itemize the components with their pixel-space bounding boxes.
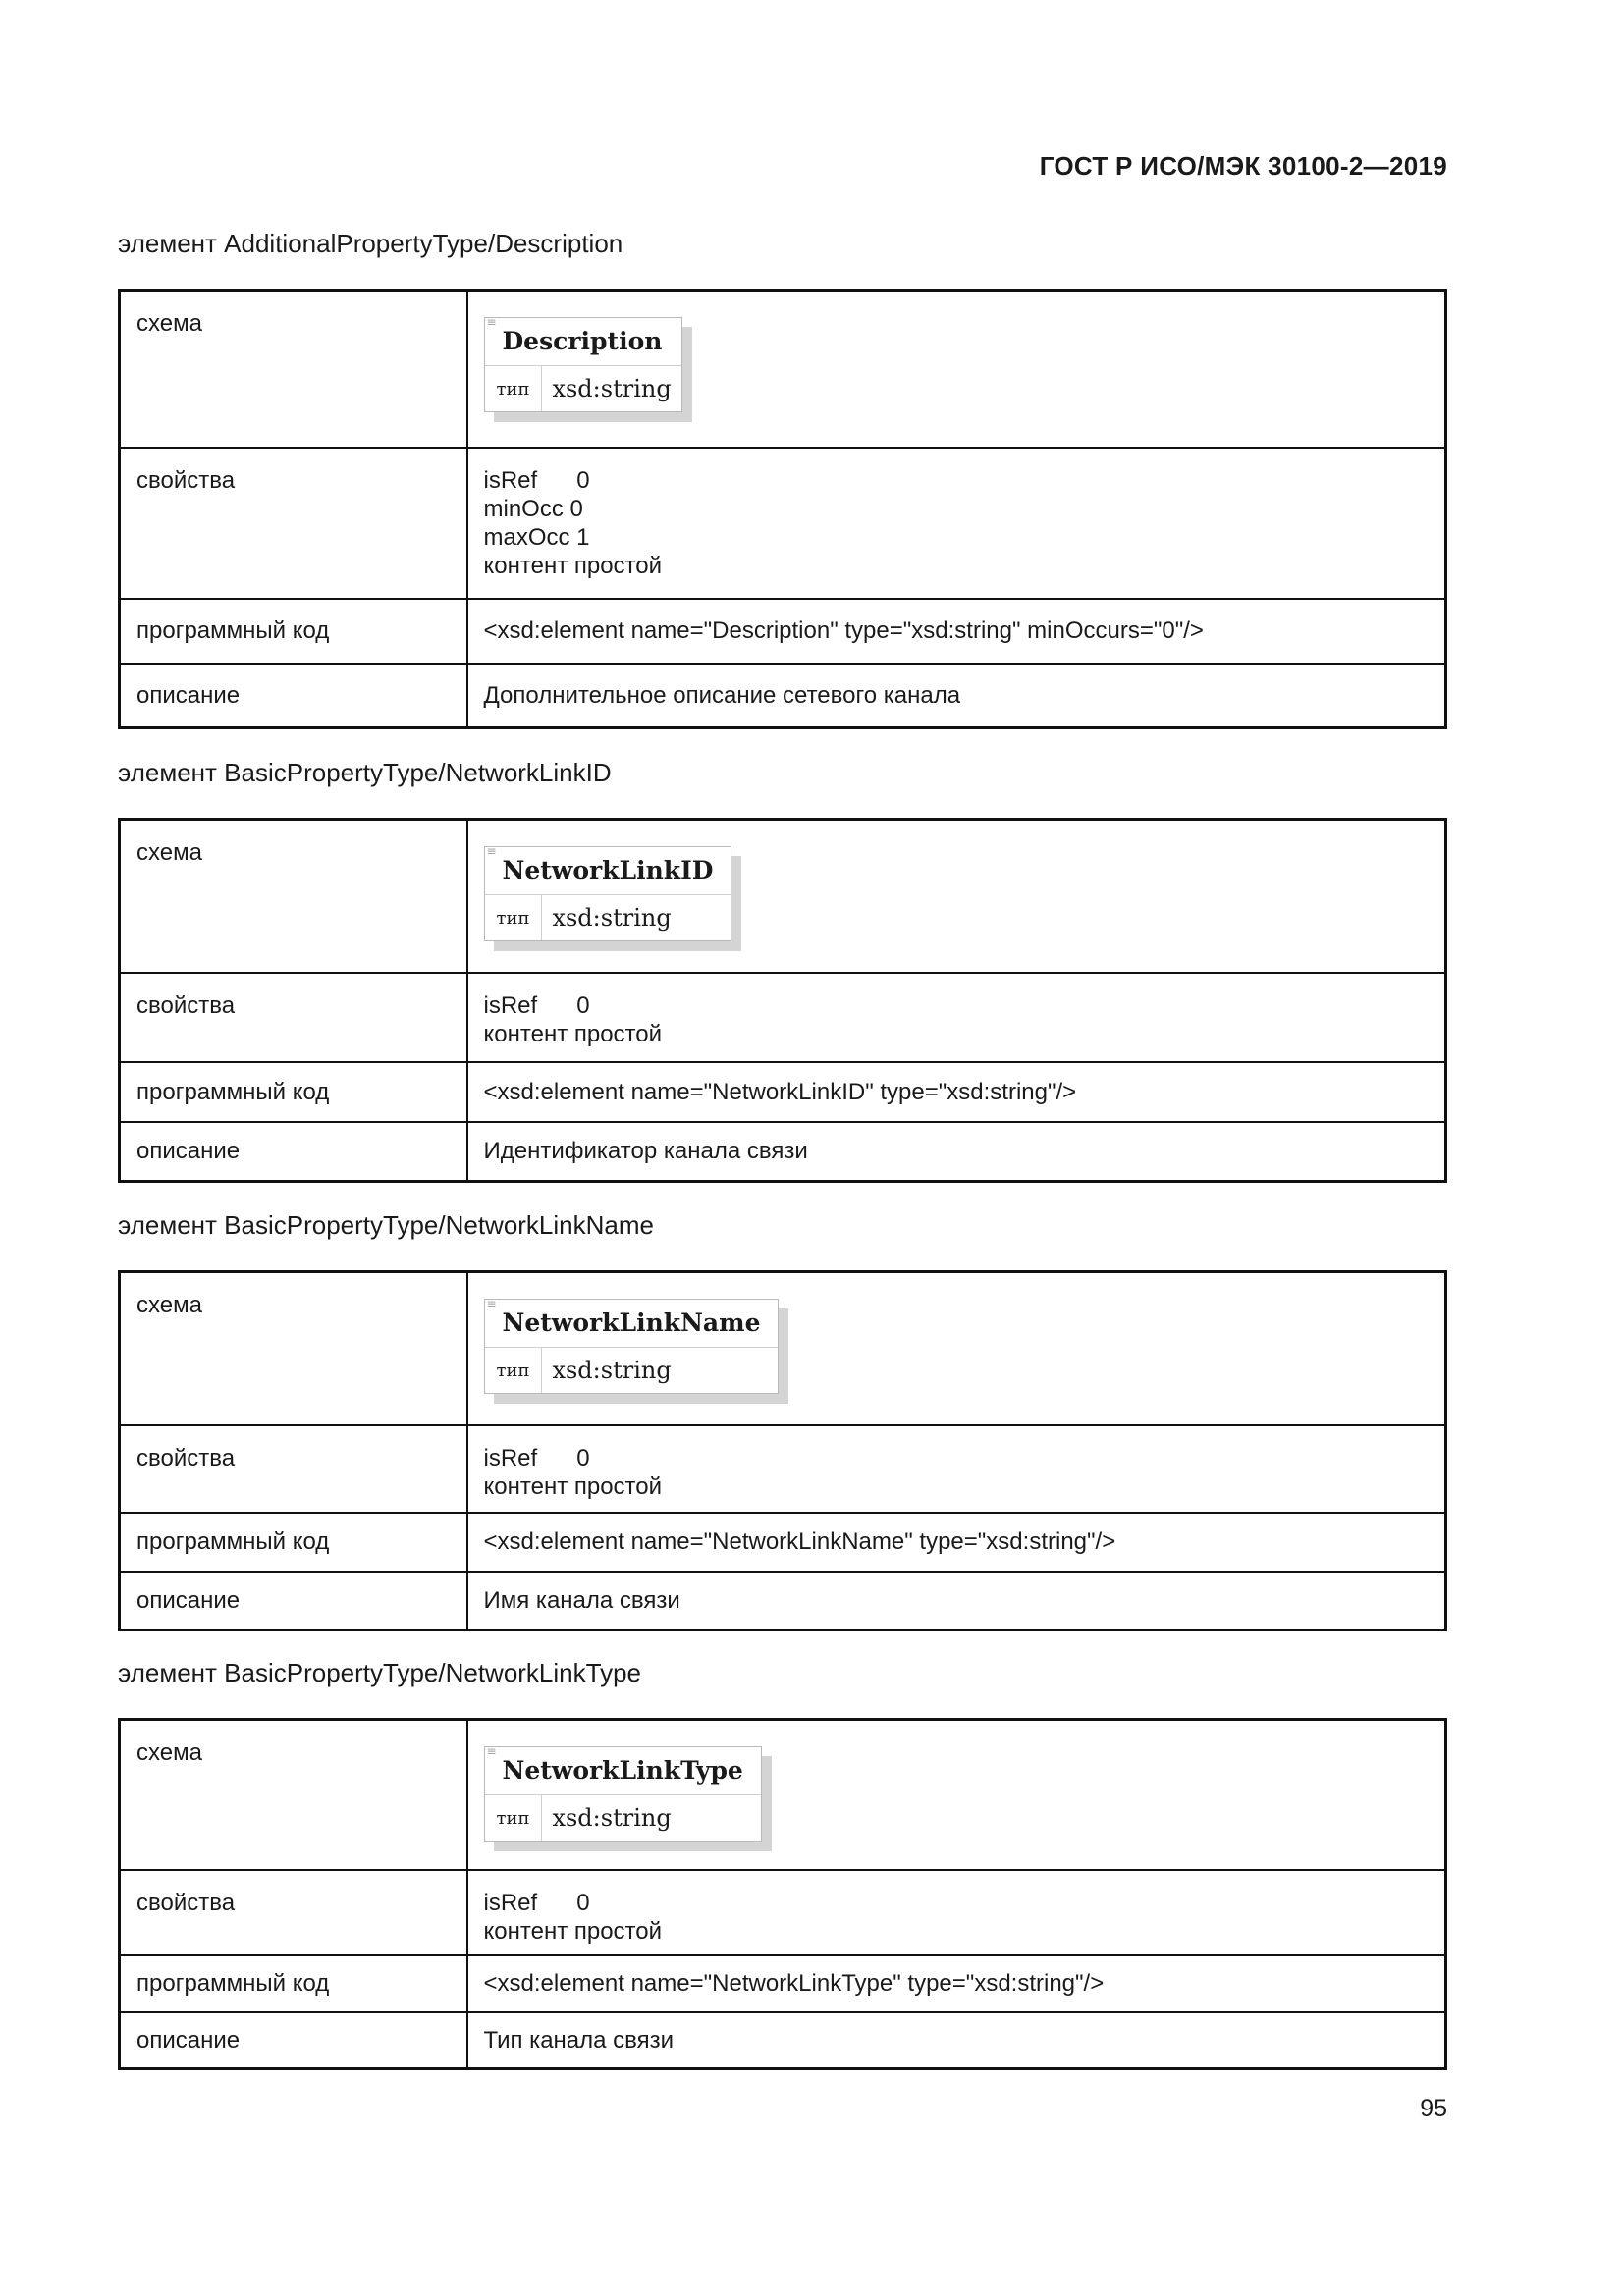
property-isref: isRef 0 <box>483 991 590 1019</box>
description-value: Идентификатор канала связи <box>467 1122 1446 1182</box>
standard-header: ГОСТ Р ИСО/МЭК 30100-2—2019 <box>1039 151 1447 181</box>
description-label: описание <box>120 1122 467 1182</box>
property-isref: isRef 0 <box>483 466 590 494</box>
section-title: элемент AdditionalPropertyType/Description <box>118 229 623 258</box>
schema-label: схема <box>120 291 467 448</box>
code-value: <xsd:element name="Description" type="xsd:string" minOccurs="0"/> <box>467 599 1446 664</box>
properties-label: свойства <box>120 973 467 1062</box>
property-isref: isRef 0 <box>483 1889 590 1916</box>
schema-element-name: Description <box>485 318 681 366</box>
schema-diagram <box>484 846 732 941</box>
element-section-description <box>118 226 1447 709</box>
annotation-icon: ≡ <box>486 1744 497 1758</box>
schema-type-label: тип <box>485 1348 543 1393</box>
properties-cell <box>467 448 1446 599</box>
property-content: контент простой <box>483 1917 663 1945</box>
properties-cell <box>467 1870 1446 1955</box>
schema-type-value: xsd:string <box>552 374 672 402</box>
element-section-networklinkid <box>118 755 1447 1165</box>
schema-type-label: тип <box>485 366 543 411</box>
annotation-icon: ≡ <box>486 844 497 858</box>
schema-cell <box>467 820 1446 973</box>
schema-diagram <box>484 1746 762 1842</box>
schema-cell <box>467 1272 1446 1425</box>
element-section-networklinktype <box>118 1655 1447 2054</box>
schema-label: схема <box>120 1272 467 1425</box>
properties-label: свойства <box>120 1425 467 1513</box>
code-label: программный код <box>120 1062 467 1122</box>
schema-element-name: NetworkLinkType <box>485 1747 761 1795</box>
description-value: Дополнительное описание сетевого канала <box>467 664 1446 728</box>
schema-label: схема <box>120 820 467 973</box>
code-value: <xsd:element name="NetworkLinkType" type="xsd:string"/> <box>467 1955 1446 2012</box>
code-value: <xsd:element name="NetworkLinkName" type="xsd:string"/> <box>467 1513 1446 1572</box>
properties-label: свойства <box>120 1870 467 1955</box>
description-label: описание <box>120 664 467 728</box>
schema-diagram <box>484 1299 780 1394</box>
properties-cell <box>467 973 1446 1062</box>
schema-type-value: xsd:string <box>552 1803 672 1832</box>
properties-cell <box>467 1425 1446 1513</box>
element-table <box>118 1718 1447 2070</box>
description-value: Тип канала связи <box>467 2012 1446 2069</box>
property-content: контент простой <box>483 1020 663 1047</box>
schema-type-value: xsd:string <box>552 903 672 932</box>
schema-cell <box>467 291 1446 448</box>
annotation-icon: ≡ <box>486 315 497 329</box>
schema-type-label: тип <box>485 1795 543 1841</box>
schema-type-value: xsd:string <box>552 1356 672 1384</box>
code-label: программный код <box>120 599 467 664</box>
section-title: элемент BasicPropertyType/NetworkLinkType <box>118 1658 641 1687</box>
schema-label: схема <box>120 1720 467 1870</box>
code-label: программный код <box>120 1955 467 2012</box>
property-content: контент простой <box>483 552 663 579</box>
property-content: контент простой <box>483 1472 663 1500</box>
property-maxocc: maxOcc 1 <box>483 523 590 551</box>
element-table <box>118 1270 1447 1631</box>
schema-type-label: тип <box>485 895 543 940</box>
schema-element-name: NetworkLinkID <box>485 847 731 895</box>
properties-label: свойства <box>120 448 467 599</box>
schema-element-name: NetworkLinkName <box>485 1300 779 1348</box>
element-table <box>118 818 1447 1183</box>
element-section-networklinkname <box>118 1207 1447 1614</box>
code-label: программный код <box>120 1513 467 1572</box>
page-number: 95 <box>1420 2095 1447 2122</box>
section-title: элемент BasicPropertyType/NetworkLinkID <box>118 758 612 787</box>
description-label: описание <box>120 2012 467 2069</box>
annotation-icon: ≡ <box>486 1297 497 1310</box>
property-minocc: minOcc 0 <box>483 495 583 522</box>
schema-diagram <box>484 317 682 412</box>
element-table <box>118 289 1447 729</box>
description-value: Имя канала связи <box>467 1572 1446 1630</box>
section-title: элемент BasicPropertyType/NetworkLinkName <box>118 1210 654 1240</box>
description-label: описание <box>120 1572 467 1630</box>
code-value: <xsd:element name="NetworkLinkID" type="xsd:string"/> <box>467 1062 1446 1122</box>
schema-cell <box>467 1720 1446 1870</box>
property-isref: isRef 0 <box>483 1444 590 1471</box>
